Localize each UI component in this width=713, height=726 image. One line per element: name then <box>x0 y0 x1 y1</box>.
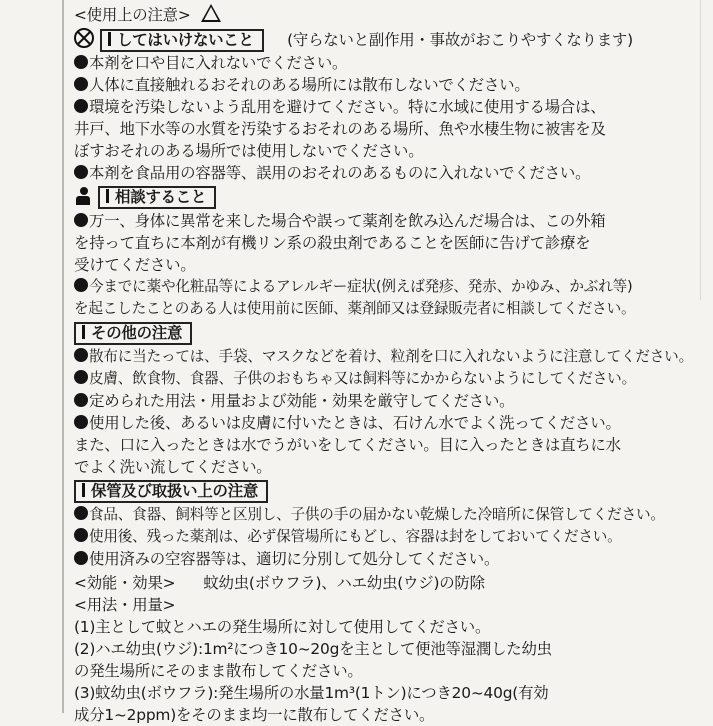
efficacy-row <box>74 572 485 594</box>
warning-triangle-icon <box>201 4 221 22</box>
bullet-icon <box>74 55 88 69</box>
other-item: 散布に当たっては、手袋、マスクなどを着け、粒剤を口に入れないように注意してください。 <box>74 346 693 368</box>
precautions-title: <使用上の注意> <box>74 6 191 24</box>
bullet-icon <box>74 528 88 542</box>
bullet-icon <box>74 278 88 292</box>
box-edge-line <box>62 0 64 713</box>
other-item-continued: でよく洗い流してください。 <box>74 458 272 476</box>
storage-item: 使用後、残った薬剤は、必ず保管場所にもどし、容器は封をしておいてください。 <box>74 526 622 548</box>
other-item-continued: また、口に入ったときは水でうがいをしてください。目に入ったときは直ちに水 <box>74 436 621 454</box>
bullet-icon <box>74 551 88 565</box>
dont-item: 本剤を口や目に入れないでください。 <box>74 52 347 74</box>
consult-item-continued: を起こしたことのある人は使用前に医師、薬剤師又は登録販売者に相談してください。 <box>74 300 636 317</box>
storage-heading: 保管及び取扱い上の注意 <box>74 480 268 503</box>
storage-item: 使用済みの空容器等は、適切に分別して処分してください。 <box>74 548 499 570</box>
bullet-icon <box>74 370 88 384</box>
consult-heading: 相談すること <box>98 186 216 209</box>
storage-heading-row <box>74 480 268 503</box>
efficacy-text: 蚊幼虫(ボウフラ)、ハエ幼虫(ウジ)の防除 <box>203 574 485 592</box>
consult-heading-row <box>74 186 216 209</box>
usage-item-continued: の発生場所にそのまま散布してください。 <box>74 662 363 680</box>
consult-item-continued: 受けてください。 <box>74 256 196 274</box>
precautions-title-row <box>74 4 221 26</box>
dont-item: 本剤を食品用の容器等、誤用のおそれのあるものに入れないでください。 <box>74 162 590 184</box>
dont-note: (守らないと副作用・事故がおこりやすくなります) <box>287 31 633 49</box>
bullet-icon <box>74 415 88 429</box>
consult-item: 今までに薬や化粧品等によるアレルギー症状(例えば発疹、発赤、かゆみ、かぶれ等) <box>74 276 633 298</box>
usage-label: <用法・用量> <box>74 596 176 614</box>
bullet-icon <box>74 99 88 113</box>
consult-item-continued: を持って直ちに本剤が有機リン系の殺虫剤であることを医師に告げて診療を <box>74 234 591 252</box>
bullet-icon <box>74 348 88 362</box>
dont-item: 環境を汚染しないよう乱用を避けてください。特に水域に使用する場合は、 <box>74 96 605 118</box>
bullet-icon <box>74 506 88 520</box>
efficacy-label: <効能・効果> <box>74 574 176 592</box>
other-heading: その他の注意 <box>74 322 192 345</box>
consult-item: 万一、身体に異常を来した場合や誤って薬剤を飲み込んだ場合は、この外箱 <box>74 210 605 232</box>
bullet-icon <box>74 393 88 407</box>
storage-item: 食品、食器、飼料等と区別し、子供の手の届かない乾燥した冷暗所に保管してください。 <box>74 504 665 526</box>
dont-heading: してはいけないこと <box>100 29 264 52</box>
usage-item: (3)蚊幼虫(ボウフラ):発生場所の水量1m³(1トン)につき20~40g(有効 <box>74 684 549 702</box>
usage-item: (1)主として蚊とハエの発生場所に対して使用してください。 <box>74 618 491 636</box>
usage-item: (2)ハエ幼虫(ウジ):1m²につき10~20gを主として便池等湿潤した幼虫 <box>74 640 552 658</box>
consult-person-icon <box>74 187 92 205</box>
other-heading-row <box>74 322 192 345</box>
prohibition-icon <box>74 28 94 48</box>
bullet-icon <box>74 213 88 227</box>
dont-item-continued: 井戸、地下水等の水質を汚染するおそれのある場所、魚や水棲生物に被害を及 <box>74 120 606 138</box>
box-edge-line-right <box>700 0 701 300</box>
dont-item-continued: ぼすおそれのある場所では使用しないでください。 <box>74 142 424 160</box>
dont-heading-row <box>74 28 633 52</box>
dont-item: 人体に直接触れるおそれのある場所には散布しないでください。 <box>74 74 530 96</box>
bullet-icon <box>74 77 88 91</box>
other-item: 使用した後、あるいは皮膚に付いたときは、石けん水でよく洗ってください。 <box>74 412 621 434</box>
other-item: 定められた用法・用量および効能・効果を厳守してください。 <box>74 390 514 412</box>
other-item: 皮膚、飲食物、食器、子供のおもちゃ又は飼料等にかからないようにしてください。 <box>74 368 636 390</box>
usage-item-continued: 成分1~2ppm)をそのまま均一に散布してください。 <box>74 706 435 724</box>
bullet-icon <box>74 165 88 179</box>
